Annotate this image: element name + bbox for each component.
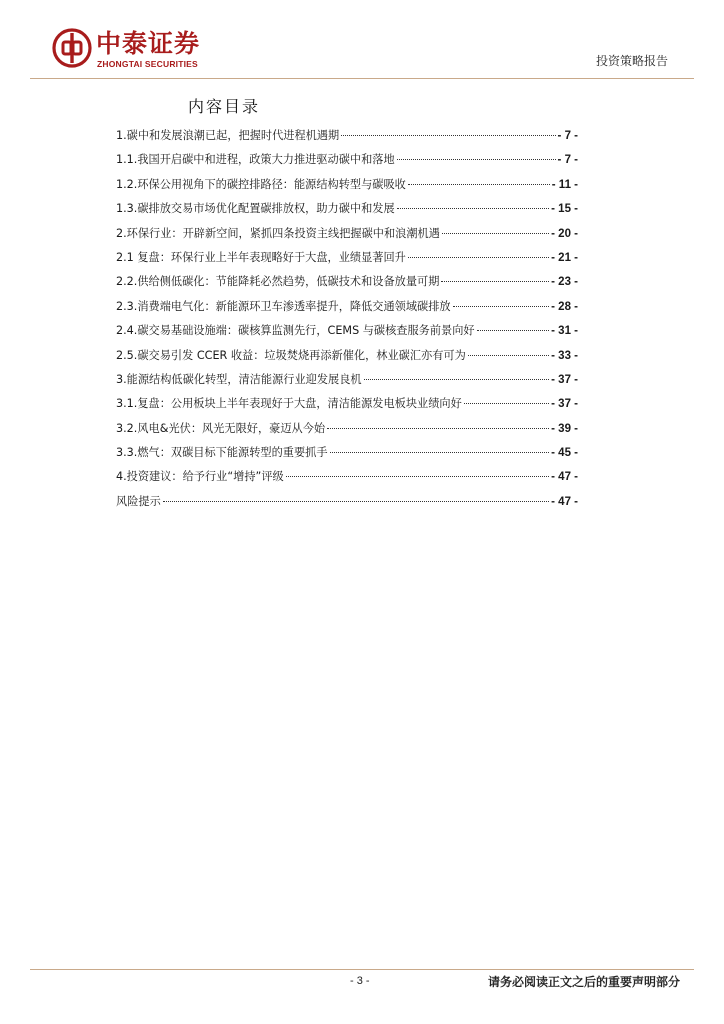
toc-entry[interactable] (116, 124, 578, 148)
company-logo (52, 28, 232, 72)
toc-leader-dots (468, 354, 549, 356)
toc-entry-page: - 33 - (551, 349, 578, 362)
toc-entry-page: - 15 - (551, 203, 578, 216)
report-type-label: 投资策略报告 (595, 54, 668, 68)
toc-entry-text: 2.2.供给侧低碳化：节能降耗必然趋势，低碳技术和设备放量可期 (116, 275, 440, 289)
toc-entry-page: - 23 - (551, 276, 578, 289)
toc-entry-text: 1.1.我国开启碳中和进程，政策大力推进驱动碳中和落地 (116, 153, 395, 167)
toc-leader-dots (330, 451, 550, 453)
toc-entry-text: 1.碳中和发展浪潮已起，把握时代进程机遇期 (116, 129, 340, 142)
toc-entry[interactable] (116, 368, 578, 392)
toc-entry[interactable] (116, 197, 578, 221)
toc-entry-page: - 37 - (551, 398, 578, 411)
toc-entry[interactable] (116, 344, 578, 368)
toc-leader-dots (442, 232, 549, 234)
toc-entry-text: 4.投资建议：给予行业“增持”评级 (116, 470, 284, 484)
toc-leader-dots (286, 475, 549, 477)
toc-entry-text: 3.3.燃气：双碳目标下能源转型的重要抓手 (116, 446, 328, 460)
toc-entry-text: 3.能源结构低碳化转型，清洁能源行业迎发展良机 (116, 372, 362, 386)
toc-entry-page: - 39 - (551, 422, 578, 435)
toc-entry[interactable] (116, 441, 578, 465)
toc-entry-text: 2.1 复盘：环保行业上半年表现略好于大盘，业绩显著回升 (116, 250, 406, 264)
toc-entry-page: - 21 - (551, 251, 578, 264)
toc-entry[interactable] (116, 465, 578, 489)
toc-entry-text: 1.2.环保公用视角下的碳控排路径：能源结构转型与碳吸收 (116, 177, 406, 191)
toc-entry[interactable] (116, 222, 578, 246)
footer-divider (30, 969, 694, 970)
zhongtai-logo-icon (52, 28, 92, 68)
toc-entry-page: - 37 - (551, 373, 578, 386)
toc-title: 内容目录 (188, 97, 261, 116)
toc-entry-text: 2.5.碳交易引发 CCER 收益：垃圾焚烧再添新催化，林业碳汇亦有可为 (116, 348, 466, 362)
toc-entry-page: - 45 - (551, 447, 578, 460)
toc-entry-page: - 7 - (557, 130, 578, 142)
toc-entry-page: - 47 - (551, 495, 578, 508)
toc-entry[interactable] (116, 392, 578, 416)
toc-entry[interactable] (116, 319, 578, 343)
toc-entry-page: - 47 - (551, 471, 578, 484)
toc-leader-dots (408, 183, 550, 185)
toc-leader-dots (364, 378, 550, 380)
logo-english-name: ZHONGTAI SECURITIES (97, 59, 198, 69)
toc-entry[interactable] (116, 417, 578, 441)
toc-entry[interactable] (116, 148, 578, 172)
toc-entry[interactable] (116, 246, 578, 270)
footer-disclaimer: 请务必阅读正文之后的重要声明部分 (487, 975, 680, 989)
toc-leader-dots (477, 329, 550, 331)
toc-entry[interactable] (116, 490, 578, 514)
toc-leader-dots (397, 207, 549, 209)
toc-entry-page: - 28 - (551, 300, 578, 313)
toc-entry-text: 2.4.碳交易基础设施端：碳核算监测先行，CEMS 与碳核查服务前景向好 (116, 324, 475, 338)
toc-entry-page: - 7 - (557, 154, 578, 167)
toc-entry-text: 3.1.复盘：公用板块上半年表现好于大盘，清洁能源发电板块业绩向好 (116, 397, 462, 411)
toc-entry-text: 2.3.消费端电气化：新能源环卫车渗透率提升，降低交通领域碳排放 (116, 299, 451, 313)
header-divider (30, 78, 694, 79)
toc-entry[interactable] (116, 173, 578, 197)
toc-leader-dots (327, 427, 549, 429)
toc-entry[interactable] (116, 295, 578, 319)
table-of-contents (116, 124, 578, 514)
toc-leader-dots (464, 402, 549, 404)
toc-leader-dots (397, 158, 556, 160)
toc-entry-text: 3.2.风电&光伏：风光无限好，豪迈从今始 (116, 421, 326, 435)
toc-leader-dots (453, 305, 550, 307)
logo-chinese-name: 中泰证券 (96, 29, 201, 58)
toc-entry-text: 2.环保行业：开辟新空间，紧抓四条投资主线把握碳中和浪潮机遇 (116, 226, 440, 240)
toc-entry-text: 1.3.碳排放交易市场优化配置碳排放权，助力碳中和发展 (116, 202, 395, 216)
toc-entry-page: - 11 - (551, 178, 578, 191)
toc-entry-text: 风险提示 (116, 494, 161, 508)
toc-entry[interactable] (116, 270, 578, 294)
toc-leader-dots (441, 280, 549, 282)
page-header (0, 0, 724, 80)
page-number: - 3 - (350, 975, 370, 987)
toc-leader-dots (341, 134, 555, 136)
toc-leader-dots (408, 256, 549, 258)
toc-entry-page: - 20 - (551, 227, 578, 240)
toc-leader-dots (163, 500, 549, 502)
toc-entry-page: - 31 - (551, 325, 578, 338)
